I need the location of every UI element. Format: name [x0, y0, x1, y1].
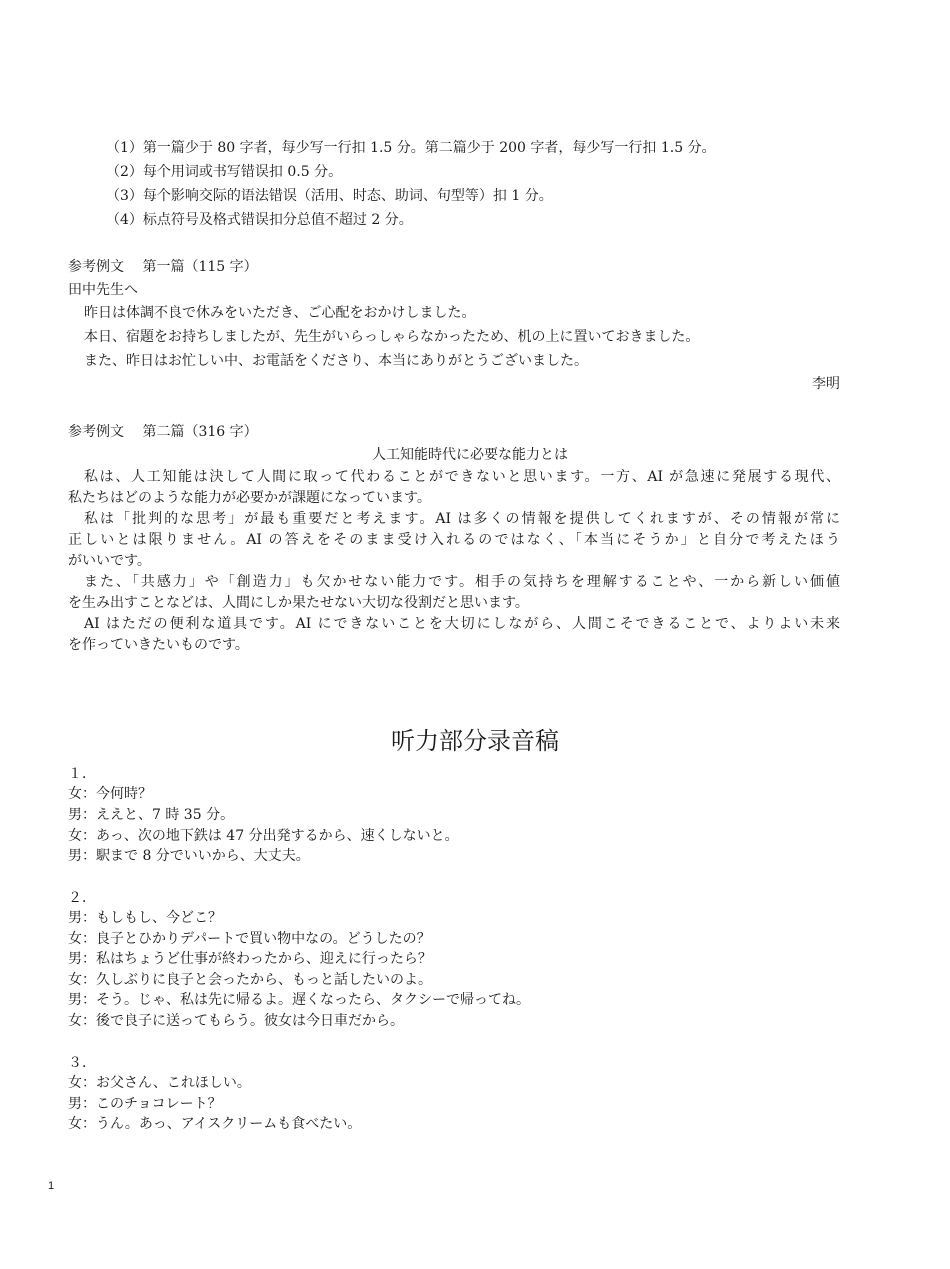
listening-item-3-line-2: 男：このチョコレート？	[68, 1096, 222, 1112]
rule-item-1: （1）第一篇少于 80 字者，每少写一行扣 1.5 分。第二篇少于 200 字者，每少写一行扣 1.5 分。	[106, 140, 716, 156]
rule-item-2: （2）每个用词或书写错误扣 0.5 分。	[106, 164, 343, 180]
essay2-p1-line-1: 私は、人工知能は決して人間に取って代わることができないと思います。一方、AI が急速に発展する現代、	[84, 469, 840, 485]
listening-item-3-line-3: 女：うん。あっ、アイスクリームも食べたい。	[68, 1116, 362, 1132]
listening-section-title: 听力部分录音稿	[391, 727, 559, 755]
essay2-p4-line-2: を作っていきたいものです。	[68, 637, 249, 653]
essay2-heading: 参考例文 第二篇（316 字）	[68, 424, 258, 440]
listening-item-2-line-5: 男：そう。じゃ、私は先に帰るよ。遅くなったら、タクシーで帰ってね。	[68, 992, 530, 1008]
listening-item-1-number: １．	[68, 766, 96, 782]
listening-item-1-line-1: 女：今何時？	[68, 786, 152, 802]
essay1-line-3: また、昨日はお忙しい中、お電話をくださり、本当にありがとうございました。	[84, 353, 588, 369]
listening-item-2-line-1: 男：もしもし、今どこ？	[68, 910, 222, 926]
essay2-body	[68, 467, 840, 656]
essay2-p2-line-3: がいいです。	[68, 553, 151, 569]
listening-item-1-line-2: 男：ええと、7 時 35 分。	[68, 807, 235, 823]
essay2-p2-line-1: 私は「批判的な思考」が最も重要だと考えます。AI は多くの情報を提供してくれますが、その情報が常に	[84, 511, 840, 527]
essay1-heading: 参考例文 第一篇（115 字）	[68, 259, 258, 275]
essay2-p4-line-1: AI はただの便利な道具です。AI にできないことを大切にしながら、人間こそできることで、よりよい未来	[84, 616, 840, 632]
page-number: 1	[48, 1180, 55, 1192]
listening-item-1-line-4: 男：駅まで 8 分でいいから、大丈夫。	[68, 848, 310, 864]
essay2-p2-line-2: 正しいとは限りません。AI の答えをそのまま受け入れるのではなく、「本当にそうか」と自分で考えたほう	[68, 532, 840, 548]
essay2-p1-line-2: 私たちはどのような能力が必要かが課題になっています。	[68, 490, 431, 506]
listening-item-1-line-3: 女：あっ、次の地下鉄は 47 分出発するから、速くしないと。	[68, 828, 459, 844]
listening-item-3-line-1: 女：お父さん、これほしい。	[68, 1075, 251, 1091]
essay1-salutation: 田中先生へ	[68, 282, 138, 298]
listening-item-2-number: ２．	[68, 890, 96, 906]
rule-item-4: （4）标点符号及格式错误扣分总值不超过 2 分。	[106, 212, 413, 228]
listening-item-2-line-2: 女：良子とひかりデパートで買い物中なの。どうしたの？	[68, 931, 431, 947]
essay2-title: 人工知能時代に必要な能力とは	[372, 447, 568, 463]
listening-item-2-line-3: 男：私はちょうど仕事が終わったから、迎えに行ったら？	[68, 951, 432, 967]
essay1-line-1: 昨日は体調不良で休みをいただき、ご心配をおかけしました。	[84, 305, 476, 321]
essay2-p3-line-1: また、「共感力」や「創造力」も欠かせない能力です。相手の気持ちを理解することや、一から新しい価値	[84, 574, 840, 590]
rule-item-3: （3）每个影响交际的语法错误（活用、时态、助词、句型等）扣 1 分。	[106, 188, 553, 204]
listening-item-3-number: ３．	[68, 1055, 96, 1071]
essay1-line-2: 本日、宿題をお持ちしましたが、先生がいらっしゃらなかったため、机の上に置いておきました。	[84, 329, 700, 345]
listening-item-2-line-6: 女：後で良子に送ってもらう。彼女は今日車だから。	[68, 1013, 404, 1029]
listening-item-2-line-4: 女：久しぶりに良子と会ったから、もっと話したいのよ。	[68, 972, 432, 988]
essay1-signature: 李明	[812, 376, 840, 392]
essay2-p3-line-2: を生み出すことなどは、人間にしか果たせない大切な役割だと思います。	[68, 595, 529, 611]
